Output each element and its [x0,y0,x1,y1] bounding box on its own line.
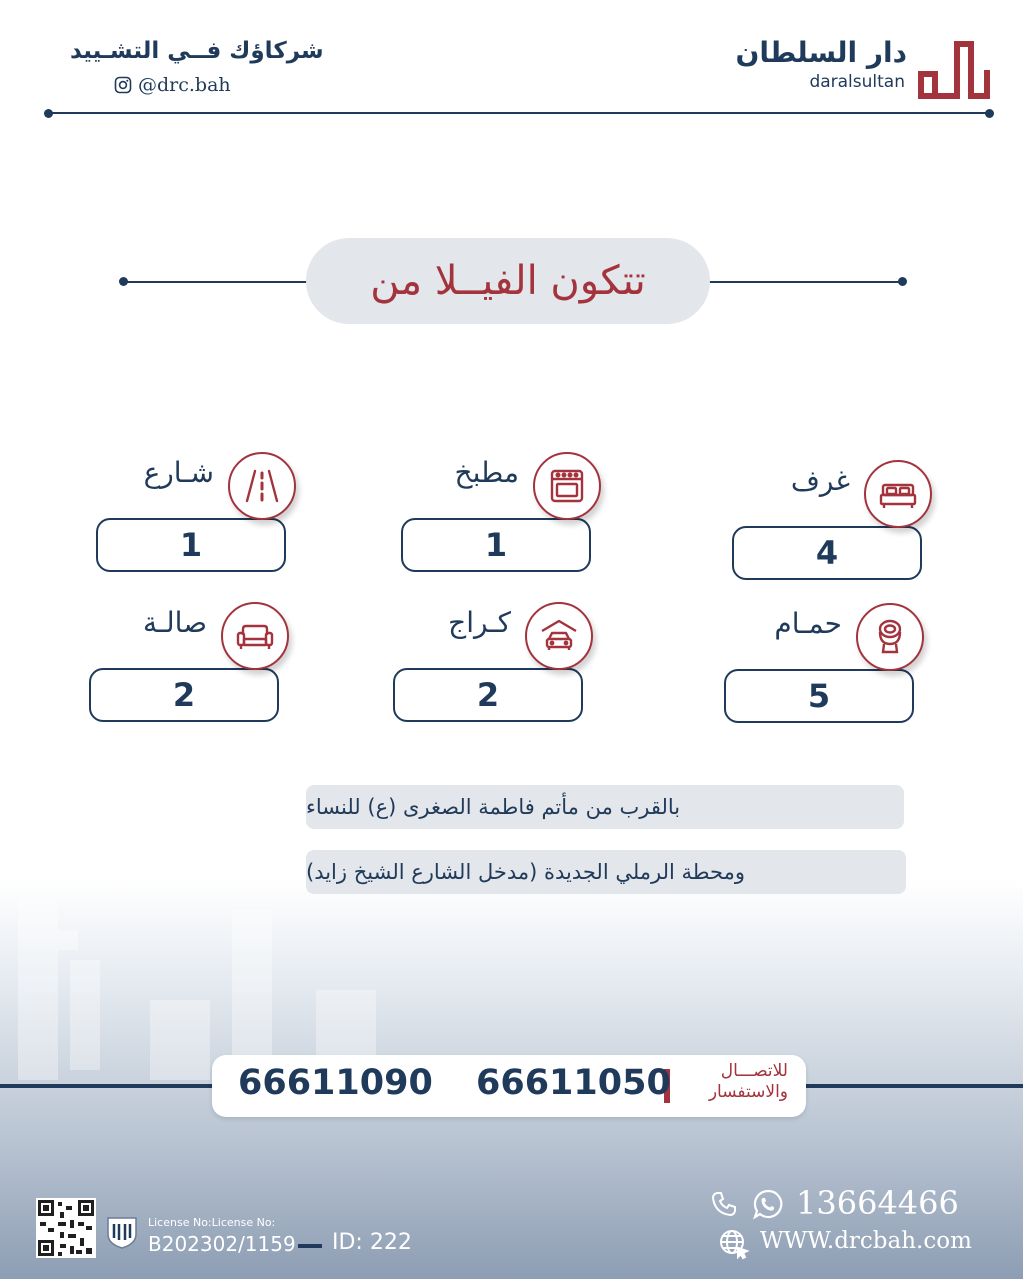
feature-label: شـارع [143,456,214,489]
footer-phone[interactable]: 13664466 [796,1184,959,1222]
contact-label-line-2: والاستفسار [708,1082,788,1102]
watermark-shape [18,900,58,1080]
title-line-left [122,281,308,283]
phone-number-1[interactable]: 66611050 [476,1063,671,1103]
oven-icon [533,452,601,520]
feature-garage [393,602,593,722]
feature-label: حمـام [774,607,842,640]
feature-value-box [401,518,591,572]
feature-label: مطبخ [454,456,519,489]
feature-value: 4 [815,534,839,572]
location-line-1: بالقرب من مأتم فاطمة الصغرى (ع) للنساء [306,785,904,829]
qr-code-icon[interactable] [36,1198,96,1258]
brand-name-english: daralsultan [809,72,905,92]
feature-value-box [724,669,914,723]
feature-rooms [732,460,932,580]
contact-label-line-1: للاتصـــال [720,1061,788,1081]
bed-icon [864,460,932,528]
road-icon [228,452,296,520]
divider-dot [898,277,907,286]
feature-label: صالـة [142,606,207,639]
divider-dot [44,109,53,118]
banner-line-right [800,1084,1023,1088]
instagram-icon [114,76,132,94]
toilet-icon [856,603,924,671]
divider-dot [119,277,128,286]
feature-value: 2 [172,676,196,714]
title-pill [306,238,710,324]
page-title: تتكون الفيــلا من [370,258,646,304]
license-id: ID: 222 [332,1230,412,1255]
registry-seal-icon [106,1214,138,1250]
feature-value-box [393,668,583,722]
garage-car-icon [525,602,593,670]
watermark-shape [150,1000,210,1080]
feature-value: 1 [484,526,508,564]
phone-number-2[interactable]: 66611090 [238,1063,433,1103]
feature-bathrooms [724,603,924,723]
title-line-right [708,281,904,283]
feature-street [96,452,296,572]
banner-line-left [0,1084,220,1088]
footer-website-link[interactable]: WWW.drcbah.com [760,1228,972,1254]
feature-living-room [89,602,289,722]
globe-cursor-icon [718,1228,750,1260]
feature-value: 5 [807,677,831,715]
phone-banner [212,1055,806,1117]
header-divider [48,112,992,114]
location-line-2: ومحطة الرملي الجديدة (مدخل الشارع الشيخ زايد) [306,850,906,894]
feature-value-box [732,526,922,580]
license-title: License No:License No: [148,1216,276,1229]
watermark-shape [70,960,100,1070]
contact-label [709,1061,788,1103]
handle-text: @drc.bah [138,74,231,96]
sofa-icon [221,602,289,670]
slogan: شركاؤك فــي التشـييد [70,38,324,64]
phone-icon [710,1190,738,1218]
brand-name-arabic: دار السلطان [735,36,907,69]
feature-value: 1 [179,526,203,564]
whatsapp-icon [752,1188,784,1220]
feature-label: كـراج [448,606,511,639]
feature-label: غرف [790,464,850,497]
feature-value-box [96,518,286,572]
instagram-handle[interactable] [114,74,231,96]
license-dash [298,1244,322,1248]
license-number: B202302/1159 [148,1232,296,1256]
brand-mark-icon [917,34,995,100]
brand-logo [735,34,995,100]
feature-value-box [89,668,279,722]
feature-value: 2 [476,676,500,714]
feature-kitchen [401,452,601,572]
divider-dot [985,109,994,118]
watermark-shape [58,930,78,950]
